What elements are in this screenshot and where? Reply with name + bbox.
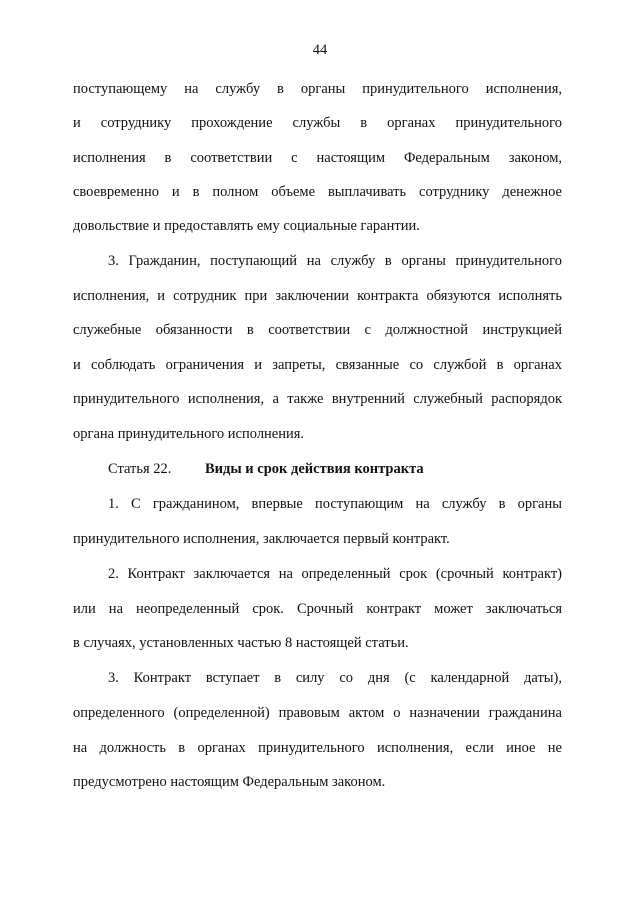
paragraph-line: довольствие и предоставлять ему социальные гарантии. [73, 218, 420, 234]
paragraph-line: органа принудительного исполнения. [73, 426, 305, 442]
paragraph-line: принудительного исполнения, а также внутренний служебный распорядок [73, 391, 562, 407]
article-number: Статья 22. [108, 461, 172, 477]
paragraph-line: служебные обязанности в соответствии с должностной инструкцией [73, 322, 562, 338]
paragraph-line: и сотруднику прохождение службы в органах принудительного [73, 115, 562, 131]
paragraph-line: в случаях, установленных частью 8 настоящей статьи. [73, 635, 409, 651]
article-title: Виды и срок действия контракта [205, 461, 424, 477]
paragraph-line: своевременно и в полном объеме выплачивать сотруднику денежное [73, 184, 562, 200]
paragraph-line: и соблюдать ограничения и запреты, связанные со службой в органах [73, 357, 562, 373]
paragraph-line: на должность в органах принудительного исполнения, если иное не [73, 740, 562, 756]
paragraph-line: 2. Контракт заключается на определенный срок (срочный контракт) [108, 566, 562, 582]
paragraph-line: предусмотрено настоящим Федеральным законом. [73, 774, 386, 790]
page-number: 44 [312, 42, 328, 58]
paragraph-line: 3. Гражданин, поступающий на службу в органы принудительного [108, 253, 562, 269]
paragraph-line: принудительного исполнения, заключается первый контракт. [73, 531, 450, 547]
paragraph-line: исполнения в соответствии с настоящим Федеральным законом, [73, 150, 562, 166]
paragraph-line: определенного (определенной) правовым актом о назначении гражданина [73, 705, 562, 721]
paragraph-line: или на неопределенный срок. Срочный контракт может заключаться [73, 601, 562, 617]
paragraph-line: исполнения, и сотрудник при заключении контракта обязуются исполнять [73, 288, 562, 304]
paragraph-line: поступающему на службу в органы принудительного исполнения, [73, 81, 562, 97]
paragraph-line: 1. С гражданином, впервые поступающим на службу в органы [108, 496, 562, 512]
paragraph-line: 3. Контракт вступает в силу со дня (с календарной даты), [108, 670, 562, 686]
